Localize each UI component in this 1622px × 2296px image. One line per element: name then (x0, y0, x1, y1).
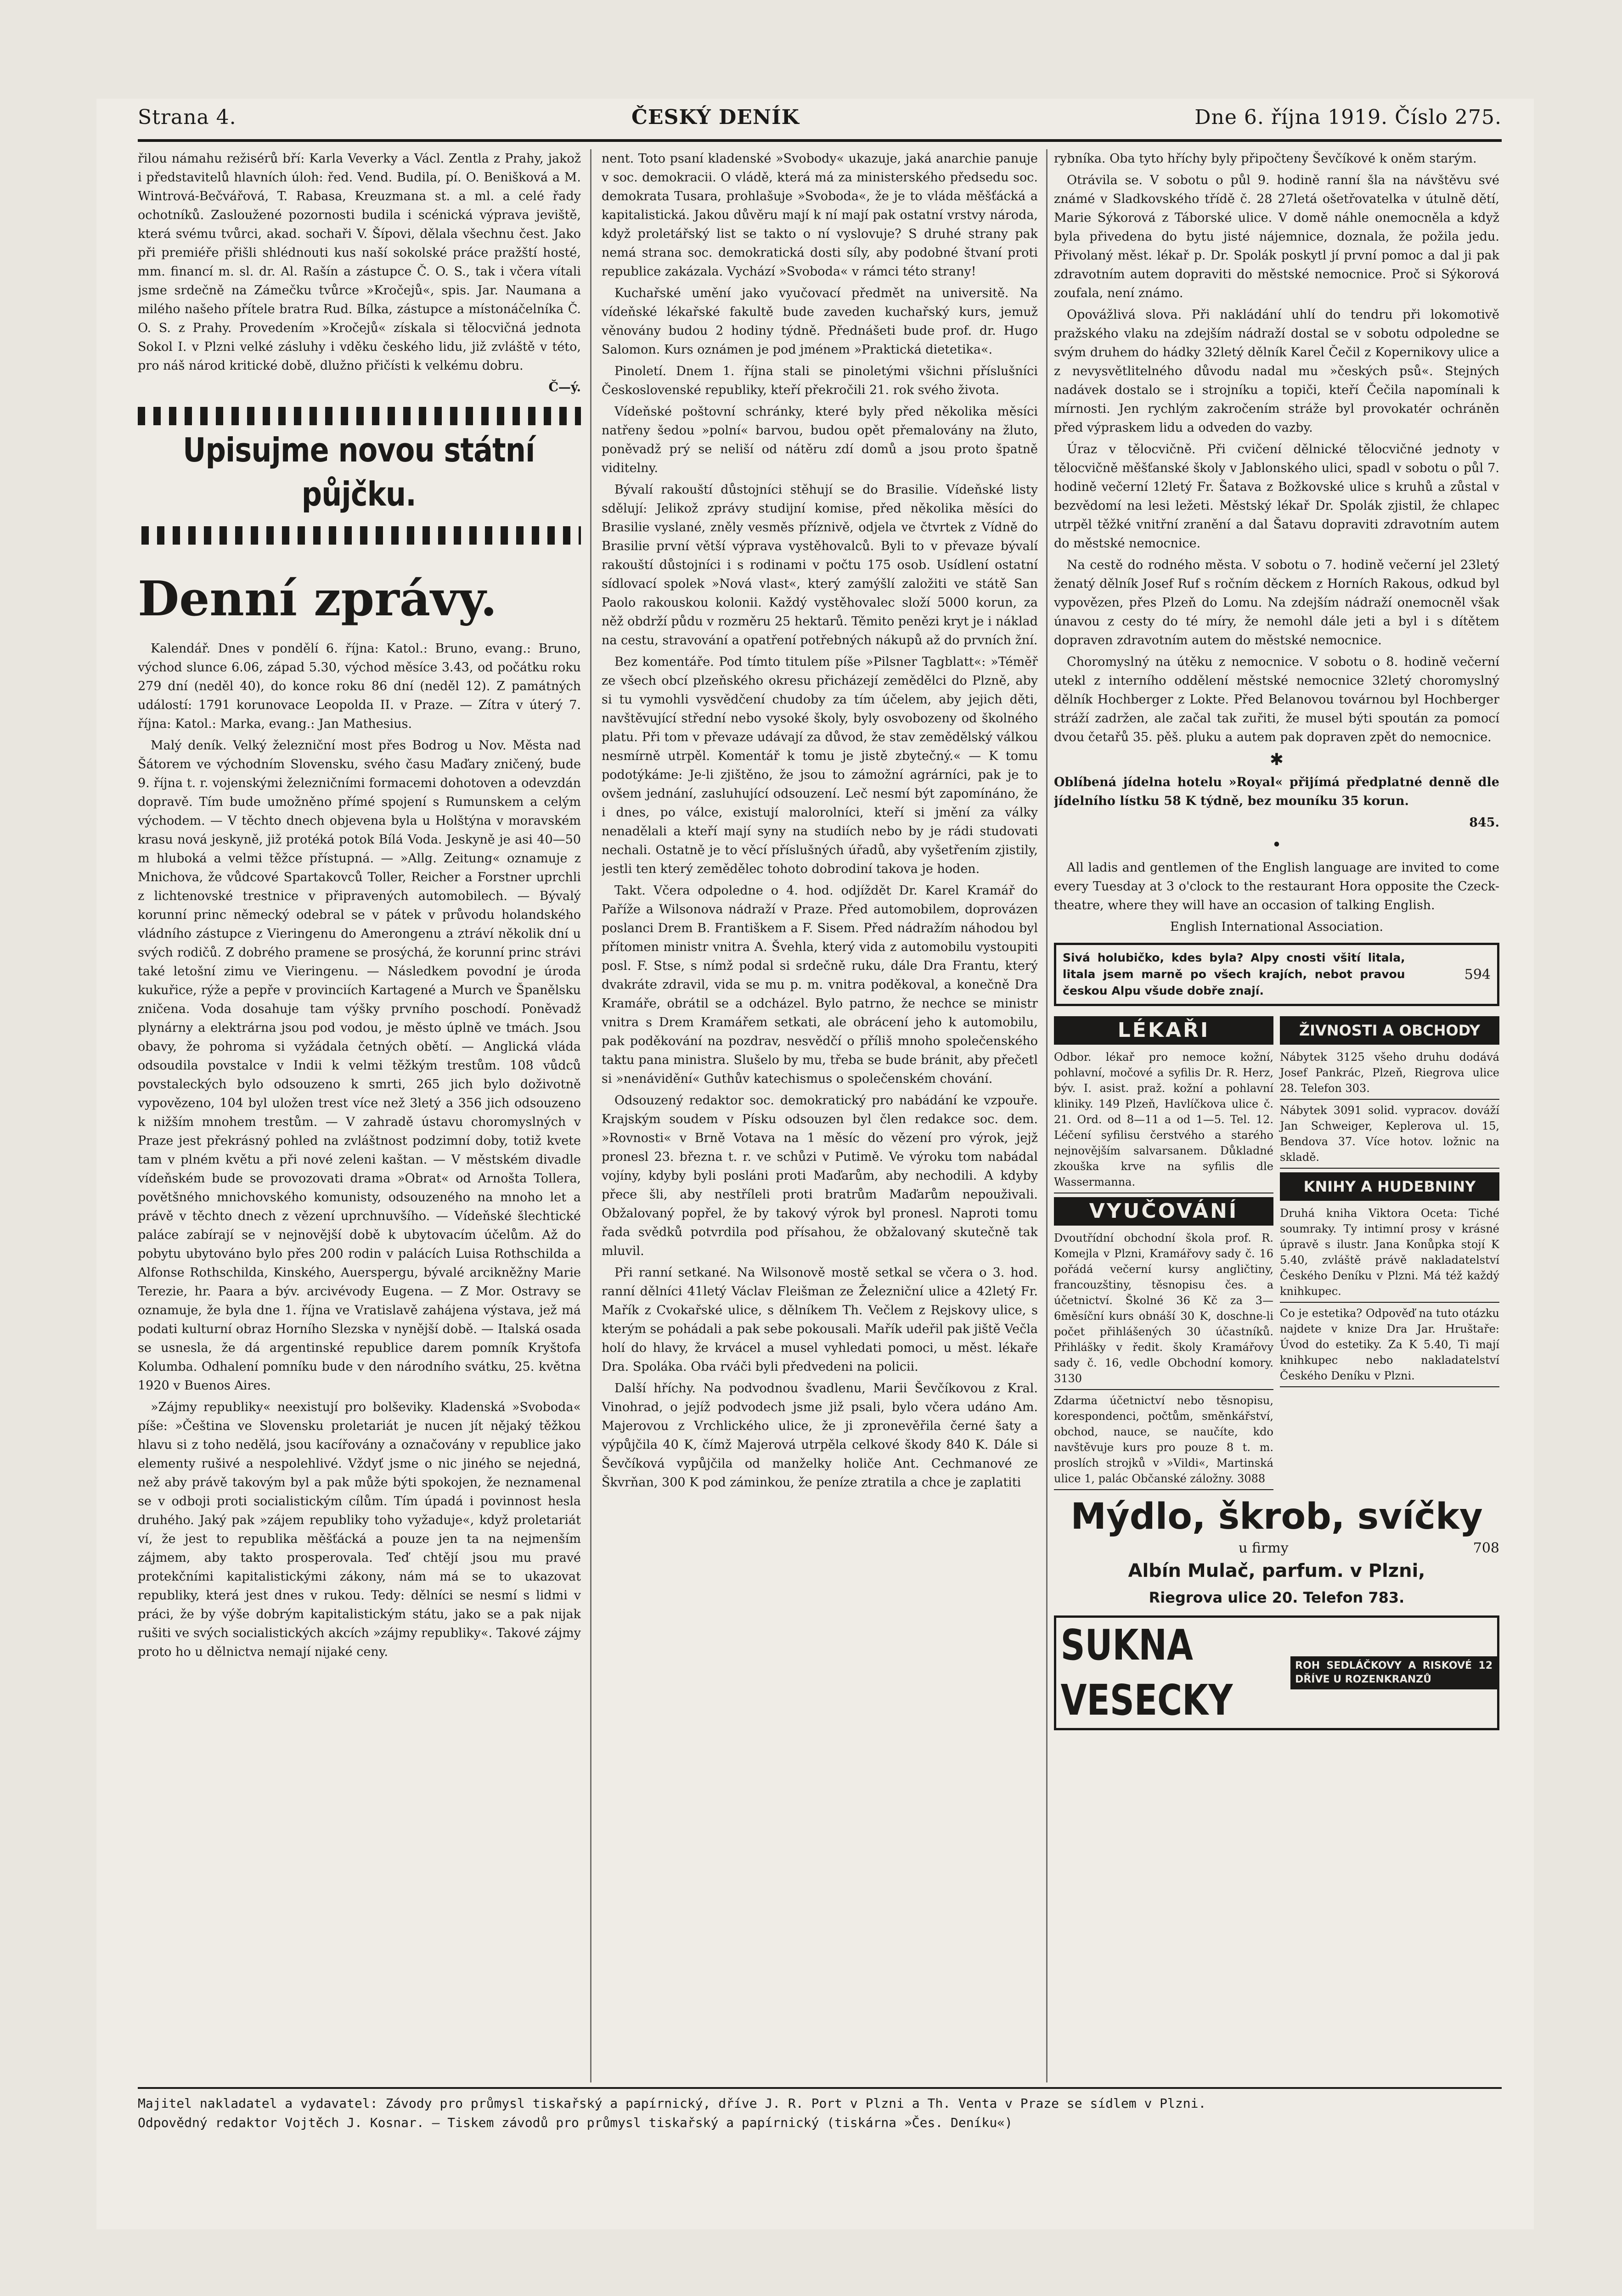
teaching-heading: VYUČOVÁNÍ (1054, 1197, 1273, 1226)
issue-date: Dne 6. října 1919. Číslo 275. (1194, 105, 1502, 129)
column-divider (1046, 149, 1048, 2082)
header-rule (138, 139, 1502, 142)
article-continuation: řilou námahu režisérů bří: Karla Veverky a Václ. Zentla z Prahy, jakož i představitelů hlavních úloh: řed. Vend. Budila, pí. O. Benišková a M. Wintrová-Bečvářová, T. Rabasa, Kreuzmana st. a ml. a celé řady ochotníků. Zasloužené pozornosti budila i scénická výprava jeviště, která svému tvůrci, akad. sochaři V. Šípovi, dělala všechnu čest. Jako při premiéře přišli shlédnouti kus naší sokolské práce pražští hosté, mm. financí m. sl. dr. Al. Rašín a zástupce Č. O. S., tak i včera vítali jsme srdečně na Zámečku tvůrce »Kročejů«, spis. Jar. Naumana a milého našeho přítele bratra Rud. Bílka, zástupce a místonáčelníka Č. O. S. z Prahy. Provedením »Kročejů« získala si tělocvičná jednota Sokol I. v Plzni velké zásluhy i vděku českého lidu, již zvláště v této, pro náš národ kritické době, dlužno přičísti k velkému dobru. (138, 152, 581, 373)
imprint-editor: Odpovědný redaktor Vojtěch J. Kosnar. — Tiskem závodů pro průmysl tiskařský a papírnický (tiskárna »Čes. Deníku«) (138, 2115, 1013, 2130)
book-ad: Druhá kniha Viktora Oceta: Tiché soumraky. Ty intimní prosy v krásné úpravě s ilustr. Jana Konůpka stojí K 5.40, zvláště právě nakladatelství Českého Deníku v Plzni. Má též každý knihkupec. (1280, 1203, 1499, 1303)
no-comment-article: Bez komentáře. Pod tímto titulem píše »Pilsner Tagblatt«: »Téměř ze všech obcí plzeňského okresu přicházejí zemědělci do Plzně, aby si tu vymohli vysvědčení chudoby za tím účelem, aby jejich děti, navštěvující střední nebo vysoké školy, byly osvobozeny od školného platu. Při tom v převaze udávají za důvod, že stav zemědělský válkou nesmírně utrpěl. Komentář k tomu je jistě zbytečný.« — K tomu podotýkáme: Je-li zjištěno, že jsou to zámožní agrárníci, pak je to ovšem jednání, zasluhující odsouzení. Leč nesmí být zapomínáno, že i dnes, po válce, existují malorolníci, kteří si jmění za války nenadělali a kteří mají syny na studiích nebo by je rádi studovati nechali. Ostatně je to věcí příslušných úřadů, aby vyšetřením zjistily, jestli ten který zemědělec tohoto dobrodiní takova je hoden. (602, 655, 1038, 876)
small-daily-article: Malý deník. Velký železniční most přes Bodrog u Nov. Města nad Šátorem ve východním Slovensku, svého času Maďary zničený, bude 9. října t. r. vojenskými železničními formacemi dohotoven a odevzdán dopravě. Tím bude umožněno přímé spojení s Rumunskem a celým východem. — V těchto dnech objevena byla u Holštýna v moravském krasu nová jeskyně, již protéká potok Bílá Voda. Jeskyně je asi 40—50 m hluboká a velmi těžce přístupná. — »Allg. Zeitung« oznamuje z Mnichova, že vůdcové Spartakovců Toller, Reicher a Forstner uprchli z lichtenovské trestnice v připravených automobilech. — Bývalý korunní princ německý odebral se v pátek v průvodu holandského vládního zástupce z Vieringenu do Amerongenu a ztráví několik dní u svých rodičů. Z dobrého pramene se prosýchá, že korunní princ strávi také letošní zimu ve Vieringenu. — Následkem povodní je úroda kukuřice, rýže a pepře v provinciích Kartagené a Murch ve Španělsku zničena. Voda dosahuje tam výšky prvního poschodí. Poněvadž plynárny a elektrárna jsou pod vodou, je město úplně ve tmách. Jsou obavy, že pohroma si vyžádala četných obětí. — Anglická vláda odsoudila povstalce v Indii k velmi těžkým trestům. 108 vůdců povstaleckých bylo odsouzeno k smrti, 265 jich bylo doživotně vypovězeno, 104 byl uložen trest více než 3letý a 356 jich odsouzeno k nižším mnohem trestům. — V zahradě ústavu choromyslných v Praze jest překrásný pohled na zvláštnost podzimní doby, totiž kvete tam v plném květu a při nové zeleni kaštan. — V městském divadle vídeňském bude se provozovati drama »Obrat« od Arnošta Tollera, povětšného mnichovského komunisty, odsouzeného na mnoho let a právě v těchto dnech z vězení uprchnuvšího. — Vídeňské šlechtické paláce zabírají se v nejnovější době k ubytovacím účelům. Až do pobytu ubytováno bylo přes 200 rodin v palácích Luisa Rothschilda a Alfonse Rothschilda, Kinského, Auerspergu, bývalé arcikněžny Marie Terezie, hr. Paara a býv. arcivévody Eugena. — Z Mor. Ostravy se oznamuje, že byla dne 1. října ve Vratislavě zahájena výstava, jež má podati kulturní obraz Horního Slezska v nynější době. — Italská osada se usnesla, že dá argentinské republice darem pomník Kryštofa Kolumba. Odhalení pomníku bude v den národního svátku, 25. května 1920 v Buenos Aires. (138, 738, 581, 1393)
soap-ad-number: 708 (1473, 1540, 1499, 1556)
decorative-stripe (138, 407, 581, 425)
escape-article: Choromyslný na útěku z nemocnice. V sobotu o 8. hodině večerní utekl z interního oddělení městské nemocnice 32letý choromyslný dělník Hochberger z Lokte. Před Belanovou továrnou byl Hochberger stráží zadržen, ale začal tak zuřiti, že musel býti spoután za pomocí dvou četařů 35. pěš. pluku a autem pak dopraven zpět do nemocnice. (1054, 655, 1499, 744)
article-continuation: rybníka. Oba tyto hříchy byly připočteny Ševčíkové k oněm starým. (1054, 152, 1477, 166)
republic-interests-article: »Zájmy republiky« neexistují pro bolševiky. Kladenská »Svoboda« píše: »Čeština ve Slovensku proletariát je nucen jít nějaký těžkou hlavu si z toho nedělá, jsou kacířovány a označovány v republice jako elementy rušivé a nespolehlivé. Vždyť jsme o nic jiného se nejedná, než aby právě takovým byl a pak může býti spokojen, že neznamenal se v odboji proti socialistickým cílům. Tím úpadá i povinnost hesla druhého. Jaký pak »zájem republiky toho vyžaduje«, když proletariát ví, že jest to republika měšťácká a pouze jen ta na nejmenším zájmem, aby takto prosperovala. Teď chtějí jsou mu pravé protekčními kapitalistickými zákony, nám má se to ukazovat republiky, která jest dnes v rukou. Tedy: dělníci se nesmí s lidmi v práci, že by výše dobrým kapitalistickým státu, jako se a pak nijak rušiti ve svých socialistických akcích »zájmy republiky«. Takové zájmy proto ho u dělnictva nemají nijaké ceny. (138, 1400, 581, 1659)
tact-article: Takt. Včera odpoledne o 4. hod. odjíždět Dr. Karel Kramář do Paříže a Wilsonova nádraží v Praze. Před automobilem, doprovázen poslanci Drem B. Františkem a F. Sisem. Před nádražím náhodou byl přítomen ministr vnitra A. Švehla, který vida z automobilu vystoupiti posl. F. Stse, s nímž podal si srdečně ruku, dále Dra Frantu, který dvakráte zdravil, vida se mu p. m. vnitra poděkoval, a konečně Dra Kramáře, obrátil se a odcházel. Bylo patrno, že nechce se ministr vnitra s Drem Kramářem setkati, ale obrácení jeho k automobilu, pak poděkování na pozdrav, nesvědčí o příliš mnoho společenského taktu pana ministra. Slušelo by mu, třeba se bude bránit, aby přečetl si »nenávidění« Guthův katechismus o společenském chování. (602, 884, 1038, 1086)
cloth-ad (1054, 1615, 1499, 1730)
furniture-ad-2: Nábytek 3091 solid. vypracov. dováží Jan Schweiger, Keplerova ul. 15, Bendova 37. Více hotov. ložnic na skladě. (1280, 1100, 1499, 1169)
loan-banner: Upisujme novou státní půjčku. (183, 431, 535, 513)
imprint (138, 2094, 1502, 2133)
alpa-ad (1054, 943, 1499, 1006)
masthead: ČESKÝ DENÍK (631, 105, 800, 129)
further-sins-article: Další hříchy. Na podvodnou švadlenu, Marii Ševčíkovou z Kral. Vinohrad, o jejíž podvodech jsme již psali, bylo včera udáno Am. Majerovou z Vrchlického ulice, že ji zpronevěřila černé šaty a výpůjčila 40 K, čímž Majerová utrpěla celkové škody 840 K. Dále si Ševčíková vypůjčila od manželky holiče Ant. Cechmanové ze Škvrňan, 300 K pod záminkou, že peníze ztratila a chce je zaplatiti (602, 1381, 1038, 1490)
alpa-ad-number: 594 (1464, 966, 1491, 983)
column-3 (1054, 149, 1499, 2078)
divider-ornament: • (1272, 836, 1282, 855)
restaurant-ad-number: 845. (1469, 816, 1499, 830)
editor-article: Odsouzený redaktor soc. demokratický pro nabádání ke vzpouře. Krajským soudem v Písku odsouzen byl člen redakce soc. dem. »Rovnosti« v Brně Votava na 1 měsíc do vězení pro výrok, jejž pronesl 23. března t. r. ve schůzi v Putimě. Ve výroku tom nabádal vojíny, kdyby byli posláni proti Maďarům, aby nechodili. A kdyby přece šli, aby nestříleli proti bratrům Maďarům nepouživali. Obžalovaný popřel, že by takový výrok byl pronesl. Naproti tomu řada svědků potvrdila pod přísahou, že obžalovaný skutečně tak mluvil. (602, 1093, 1038, 1258)
soap-ad-name: Albín Mulač, parfum. v Plzni, (1128, 1560, 1425, 1581)
english-notice: All ladis and gentlemen of the English language are invited to come every Tuesday at 3 o'clock to the restaurant Hora opposite the Czeck-theatre, where they will have an occasion of talking English. (1054, 861, 1499, 912)
footer-rule (138, 2087, 1502, 2089)
mailboxes-article: Vídeňské poštovní schránky, které byly před několika měsíci natřeny šedou »polní« barvou, budou opět přemalovány na žluto, poněvadž prý se neliší od nátěru zdí domů a jsou proto špatně viditelny. (602, 405, 1038, 475)
restaurant-ad: Oblíbená jídelna hotelu »Royal« přijímá předplatné denně dle jídelního lístku 58 K týdně, bez mouníku 35 korun. (1054, 775, 1499, 808)
soap-ad-title: Mýdlo, škrob, svíčky (1070, 1496, 1483, 1537)
calendar-article: Kalendář. Dnes v pondělí 6. října: Katol.: Bruno, evang.: Bruno, východ slunce 6.06, západ 5.30, východ měsíce 3.43, od počátku roku 279 dní (neděl 40), do konce roku 86 dní (neděl 12). Z památných událostí: 1791 korunovace Leopolda II. v Praze. — Zítra v úterý 7. října: Katol.: Marka, evang.: Jan Mathesius. (138, 642, 581, 731)
trades-heading: ŽIVNOSTI A OBCHODY (1280, 1016, 1499, 1045)
column-1 (138, 149, 581, 2078)
officers-article: Bývalí rakouští důstojníci stěhují se do Brasilie. Vídeňské listy sdělují: Jelikož zprávy studijní komise, před několika měsíci do Brasilie vyslané, zněly vesměs příznivě, odjela ve čtvrtek z Vídně do Brasilie první větší výprava vystěhovalců. Byli to v převaze bývalí rakouští důstojníci i s rodinami v počtu 175 osob. Usídlení ostatní sídlovací spolek »Nová vlast«, který zamýšlí založiti ve státě San Paolo rakouskou kolonii. Každý vystěhovalec složí 5000 korun, za něž obdrží půdu v rozměru 25 hektarů. Těmito penězi kryt je i náklad na cestu, stravování a opatření potřebných nákupů až do prvních žní. (602, 483, 1038, 647)
english-notice-signature: English International Association. (1170, 920, 1384, 934)
hometown-article: Na cestě do rodného města. V sobotu o 7. hodině večerní jel 23letý ženatý dělník Josef Ruf s ročním děckem z Horních Rakous, odkud byl vypovězen, přes Plzeň do Lomu. Na zdejším nádraží onemocněl však únavou z cesty do té míry, že nemohl dále jeti a byl i s dítětem dopraven zdravotním autem do městské nemocnice. (1054, 558, 1499, 647)
doctors-heading: LÉKAŘI (1054, 1016, 1273, 1045)
classifieds-left (1054, 1013, 1273, 1490)
article-signature: Č—ý. (548, 380, 581, 394)
page-number: Strana 4. (138, 105, 237, 129)
morning-encounter-article: Při ranní setkané. Na Wilsonově mostě setkal se včera o 3. hod. ranní dělníci 41letý Václav Fleišman ze Železniční ulice a 42letý Fr. Mařík z Cvokařské ulice, s dělníkem Th. Večlem z Rejskovy ulice, s kterým se pohádali a pak sebe pokousali. Mařík udeřil pak jiště Večla holí do hlavy, že krvácel a musel vyhledati pomoci, u měst. lékaře Dra. Spoláka. Oba rváči byli předvedeni na policii. (602, 1266, 1038, 1374)
furniture-ad: Nábytek 3125 všeho druhu dodává Josef Pankrác, Plzeň, Riegrova ulice 28. Telefon 303. (1280, 1047, 1499, 1100)
column-divider (590, 149, 591, 2082)
insolent-words-article: Opovážlivá slova. Při nakládání uhlí do tendru při lokomotivě pražského vlaku na zdejším nádraží dostal se v sobotu odpoledne se svým druhem do hádky 32letý dělník Karel Čečil z Kopernikovy ulice a z nevysvětlitelného důvodu nadal mu »českých psů«. Stejných nadávek dostalo se i strojníku a topiči, kteří Čečila napomínali k mírnosti. Jen rychlým zakročením stráže byl provokatér ochráněn před výpraskem lidu a odveden do vazby. (1054, 308, 1499, 435)
adulthood-article: Pinoletí. Dnem 1. října stali se pinoletými všichni příslušníci Československé republiky, kteří překročili 21. rok svého života. (602, 364, 1038, 397)
free-course-ad: Zdarma účetnictví nebo těsnopisu, korespondenci, počtům, směnkářství, obchod, nauce, se naučíte, kdo navštěvuje kurs pro pouze 8 t. m. proslích strojků v »Vildi«, Martinská ulice 1, palác Občanské záložny. 3088 (1054, 1390, 1273, 1490)
divider-ornament: ✱ (1269, 750, 1284, 769)
cloth-ad-address: ROH SEDLÁČKOVY A RISKOVÉ 12 DŘÍVE U ROZENKRANZŮ (1290, 1656, 1497, 1689)
alpa-ad-text: Sivá holubičko, kdes byla? Alpy cnosti všití litala, litala jsem marně po všech krajích, nebot pravou českou Alpu všude dobře znají. (1063, 951, 1405, 997)
soap-ad-firm-label: u firmy (1239, 1540, 1289, 1556)
books-heading: KNIHY A HUDEBNINY (1280, 1172, 1499, 1201)
classifieds-right (1280, 1013, 1499, 1490)
gym-accident-article: Úraz v tělocvičně. Při cvičení dělnické tělocvičné jednoty v tělocvičně měšťanské školy v Jablonského ulici, spadl v sobotu o půl 7. hodině večerní 12letý Fr. Šatava z Božkovské ulice s kruhů a zůstal v bezvědomí na lesi ležeti. Městský lékař Dr. Spolák zjistil, že chlapec utrpěl těžké vnitřní zranění a dal Šatavu dopraviti zdravotním autem do městské nemocnice. (1054, 442, 1499, 551)
section-title: Denní zprávy. (138, 570, 497, 627)
column-2 (602, 149, 1038, 2078)
school-ad: Dvoutřídní obchodní škola prof. R. Komejla v Plzni, Kramářovy sady č. 16 pořádá večerní kursy angličtiny, francouzštiny, těsnopisu čes. a účetnictví. Školné 36 Kč za 3—6měsíční kurs obnáší 30 K, doschne-li počet přihlášených 30 účastníků. Přihlášky v ředit. školy Kramářovy sady č. 16, vedle Obchodní komory. 3130 (1054, 1227, 1273, 1390)
soap-ad-firm (1054, 1539, 1499, 1558)
cooking-article: Kuchařské umění jako vyučovací předmět na universitě. Na vídeňské lékařské fakultě bude zaveden kuchařský kurs, jemuž věnovány budou 2 hodiny týdně. Přednášeti bude prof. dr. Hugo Salomon. Kurs oznámen je pod jménem »Praktická dietetika«. (602, 286, 1038, 357)
doctor-ad: Odbor. lékař pro nemoce kožní, pohlavní, močové a syfilis Dr. R. Herz, býv. I. asist. praž. kožní a pohlavní kliniky. 149 Plzeň, Havlíčkova ulice č. 21. Ord. od 8—11 a od 1—5. Tel. 12. Léčení syfilisu čerstvého a starého nejnovějším salvarsanem. Důkladné zkouška krve na syfilis dle Wassermanna. (1054, 1047, 1273, 1193)
imprint-publisher: Majitel nakladatel a vydavatel: Závody pro průmysl tiskařský a papírnický, dříve J. R. Port v Plzni a Th. Venta v Praze se sídlem v Plzni. (138, 2096, 1206, 2111)
decorative-stripe (138, 526, 581, 545)
classifieds-grid (1054, 1013, 1499, 1490)
aesthetics-ad: Co je estetika? Odpověď na tuto otázku najdete v knize Dra Jar. Hruštaře: Úvod do estetiky. Za K 5.40, Ti mají knihkupec nebo nakladatelství Českého Deníku v Plzni. (1280, 1303, 1499, 1387)
soap-ad-address: Riegrova ulice 20. Telefon 783. (1149, 1589, 1405, 1606)
article-continuation: nent. Toto psaní kladenské »Svobody« ukazuje, jaká anarchie panuje v soc. demokracii. O vládě, která má za ministerského předsedu soc. demokrata Tusara, prohlašuje »Svoboda«, že je to vláda měšťácká a kapitalistická. Jakou důvěru mají k ní mají pak ostatní vrstvy národa, když proletářský list se takto o ní vyslovuje? S druhé strany pak nemá strana soc. demokratická dosti síly, aby podobné štvaní proti republice zakázala. Vychází »Svoboda« v rámci této strany! (602, 152, 1038, 279)
newspaper-page (96, 99, 1534, 2229)
poisoning-article: Otrávila se. V sobotu o půl 9. hodině ranní šla na návštěvu své známé v Sladkovského třídě č. 28 27letá ošetřovatelka v útulně dětí, Marie Sýkorová z Táborské ulice. V domě náhle onemocněla a když byla přivedena do bytu jisté nájemnice, doznala, že požila jedu. Přivolaný měst. lékař p. Dr. Spolák poskytl jí první pomoc a dal ji pak zdravotním autem dopraviti do městské nemocnice. Proč si Sýkorová zoufala, není známo. (1054, 173, 1499, 300)
cloth-ad-title: SUKNA VESECKY (1060, 1621, 1233, 1725)
page-header (138, 99, 1502, 135)
